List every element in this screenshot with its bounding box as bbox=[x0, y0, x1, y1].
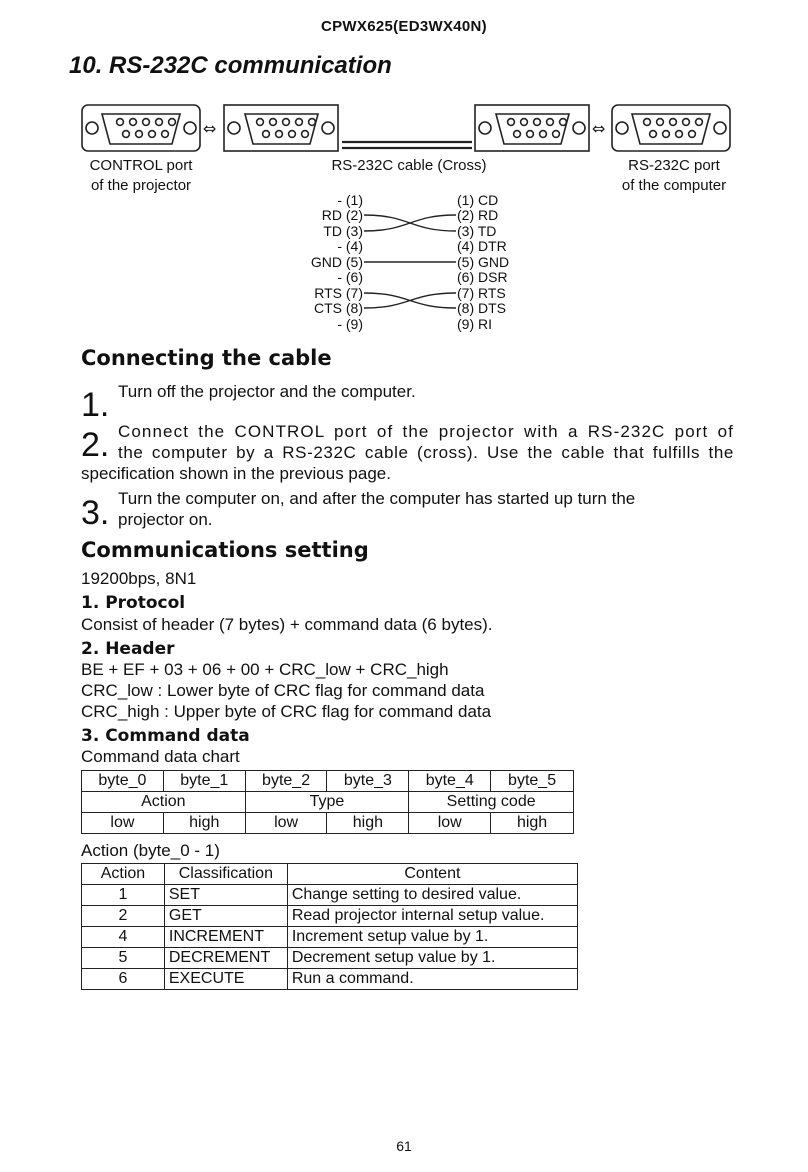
rs232c-wiring-diagram bbox=[0, 98, 808, 338]
step-text: projector on. bbox=[118, 510, 213, 529]
left-pin: RD (2) bbox=[321, 207, 363, 223]
communications-heading: Communications setting bbox=[81, 538, 369, 562]
left-pin: - (6) bbox=[337, 269, 363, 285]
table-cell: GET bbox=[164, 906, 287, 927]
table-cell: Action bbox=[82, 792, 246, 813]
right-pin: (3) TD bbox=[457, 223, 497, 239]
table-cell: byte_1 bbox=[163, 771, 245, 792]
command-data-heading: 3. Command data bbox=[81, 726, 250, 746]
table-cell: Type bbox=[245, 792, 409, 813]
table-row bbox=[82, 885, 578, 906]
computer-port-connector bbox=[612, 105, 730, 151]
control-port-label: CONTROL port bbox=[89, 157, 193, 174]
table-cell: SET bbox=[164, 885, 287, 906]
left-pin: - (4) bbox=[337, 238, 363, 254]
command-data-chart bbox=[81, 770, 574, 834]
table-row bbox=[82, 864, 578, 885]
right-pin: (4) DTR bbox=[457, 238, 507, 254]
table-cell: EXECUTE bbox=[164, 969, 287, 990]
step-number: 3. bbox=[81, 494, 110, 532]
step-text: Turn the computer on, and after the computer has started up turn the bbox=[118, 489, 636, 508]
cable-right-connector bbox=[475, 105, 589, 151]
header-heading: 2. Header bbox=[81, 639, 175, 659]
connector-arrow-icon: ⇔ bbox=[592, 119, 606, 138]
table-row bbox=[82, 969, 578, 990]
right-pin: (1) CD bbox=[457, 192, 499, 208]
right-pin: (2) RD bbox=[457, 207, 499, 223]
table-header-cell: Action bbox=[82, 864, 165, 885]
table-cell: DECREMENT bbox=[164, 948, 287, 969]
step-text: Connect the CONTROL port of the projector with a RS-232C port of bbox=[118, 422, 734, 441]
step-text: Turn off the projector and the computer. bbox=[118, 382, 416, 401]
left-pin: CTS (8) bbox=[314, 300, 363, 316]
table-header-cell: Content bbox=[287, 864, 577, 885]
step-text: the computer by a RS-232C cable (cross). Use the cable that fulfills the bbox=[118, 443, 734, 462]
connecting-heading: Connecting the cable bbox=[81, 346, 332, 370]
left-pin: RTS (7) bbox=[314, 285, 363, 301]
left-pin: - (9) bbox=[337, 316, 363, 332]
baud-rate-text: 19200bps, 8N1 bbox=[81, 569, 197, 588]
table-cell: byte_2 bbox=[245, 771, 327, 792]
left-pin: TD (3) bbox=[323, 223, 363, 239]
table-row bbox=[82, 927, 578, 948]
right-pin: (7) RTS bbox=[457, 285, 506, 301]
step-text: specification shown in the previous page. bbox=[81, 464, 391, 483]
table-cell: 1 bbox=[82, 885, 165, 906]
left-pin: GND (5) bbox=[310, 254, 363, 270]
right-pin: (8) DTS bbox=[457, 300, 506, 316]
table-cell: low bbox=[245, 813, 327, 834]
table-row bbox=[82, 906, 578, 927]
section-title: 10. RS-232C communication bbox=[69, 52, 392, 79]
table-cell: 4 bbox=[82, 927, 165, 948]
table-row bbox=[82, 771, 574, 792]
chart-caption: Command data chart bbox=[81, 747, 240, 766]
table-cell: 2 bbox=[82, 906, 165, 927]
connector-arrow-icon: ⇔ bbox=[203, 119, 217, 138]
table-cell: low bbox=[82, 813, 164, 834]
table-cell: byte_0 bbox=[82, 771, 164, 792]
table-cell: byte_3 bbox=[327, 771, 409, 792]
header-line: CRC_low : Lower byte of CRC flag for command data bbox=[81, 681, 485, 700]
page-number: 61 bbox=[396, 1138, 412, 1154]
action-caption: Action (byte_0 - 1) bbox=[81, 841, 220, 860]
protocol-text: Consist of header (7 bytes) + command data (6 bytes). bbox=[81, 615, 493, 634]
computer-port-sublabel: of the computer bbox=[621, 177, 727, 194]
control-port-sublabel: of the projector bbox=[90, 177, 192, 194]
header-line: CRC_high : Upper byte of CRC flag for command data bbox=[81, 702, 492, 721]
table-row bbox=[82, 792, 574, 813]
table-cell: 6 bbox=[82, 969, 165, 990]
projector-port-connector bbox=[82, 105, 200, 151]
action-table bbox=[81, 863, 578, 990]
table-row bbox=[82, 813, 574, 834]
right-pin: (5) GND bbox=[457, 254, 510, 270]
table-cell: low bbox=[409, 813, 491, 834]
table-cell: high bbox=[491, 813, 574, 834]
table-cell: byte_4 bbox=[409, 771, 491, 792]
header-line: BE + EF + 03 + 06 + 00 + CRC_low + CRC_high bbox=[81, 660, 449, 679]
step-number: 1. bbox=[81, 386, 110, 424]
cross-wiring bbox=[364, 215, 456, 308]
step-number: 2. bbox=[81, 426, 110, 464]
computer-port-label: RS-232C port bbox=[628, 157, 720, 174]
table-cell: Read projector internal setup value. bbox=[287, 906, 577, 927]
table-cell: Run a command. bbox=[287, 969, 577, 990]
table-cell: byte_5 bbox=[491, 771, 574, 792]
document-model-header: CPWX625(ED3WX40N) bbox=[321, 18, 487, 35]
right-pin-list bbox=[457, 192, 509, 332]
left-pin: - (1) bbox=[337, 192, 363, 208]
cable-label: RS-232C cable (Cross) bbox=[331, 157, 487, 174]
table-cell: high bbox=[327, 813, 409, 834]
right-pin: (6) DSR bbox=[457, 269, 508, 285]
table-header-cell: Classification bbox=[164, 864, 287, 885]
table-cell: Decrement setup value by 1. bbox=[287, 948, 577, 969]
protocol-heading: 1. Protocol bbox=[81, 593, 186, 613]
table-cell: Setting code bbox=[409, 792, 574, 813]
right-pin: (9) RI bbox=[457, 316, 492, 332]
table-cell: INCREMENT bbox=[164, 927, 287, 948]
table-row bbox=[82, 948, 578, 969]
cable-left-connector bbox=[224, 105, 338, 151]
table-cell: Increment setup value by 1. bbox=[287, 927, 577, 948]
table-cell: Change setting to desired value. bbox=[287, 885, 577, 906]
table-cell: high bbox=[163, 813, 245, 834]
table-cell: 5 bbox=[82, 948, 165, 969]
left-pin-list bbox=[311, 192, 363, 332]
